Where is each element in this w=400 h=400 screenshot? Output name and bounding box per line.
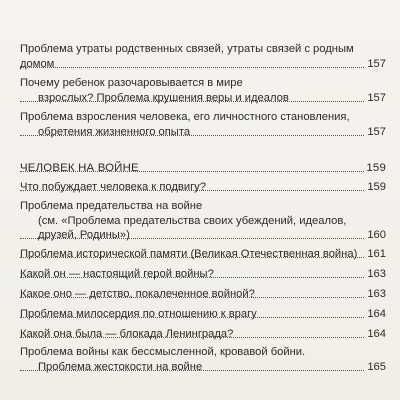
page-number: 157: [367, 57, 386, 70]
entry-line: (см. «Проблема предательства своих убеждений, идеалов,: [38, 214, 347, 227]
page-number: 165: [367, 360, 386, 373]
entry-label: Какое оно — детство, покалеченное войной?: [20, 288, 255, 300]
entry-last-line: [20, 267, 386, 282]
entry-line: Проблема утраты родственных связей, утраты связей с родным: [20, 43, 354, 55]
entry-label: друзей, Родины»): [38, 229, 130, 241]
toc-entry: [20, 42, 386, 72]
toc-entry: [20, 345, 386, 375]
toc-entry: [20, 180, 386, 195]
page-number: 157: [367, 91, 386, 104]
toc-entry: [20, 247, 386, 262]
page-number: 163: [367, 268, 386, 280]
section-title: ЧЕЛОВЕК НА ВОЙНЕ: [20, 162, 139, 174]
entry-label: домом: [20, 57, 55, 70]
entry-last-line: [20, 57, 386, 72]
entry-last-line: [20, 247, 386, 262]
entry-last-line: [20, 287, 386, 302]
entry-last-line: [20, 161, 386, 176]
page-number: 157: [367, 125, 386, 138]
page-number: 164: [367, 328, 386, 340]
section-heading: [20, 161, 386, 176]
entry-label: обретения жизненного опыта: [38, 125, 191, 138]
page-number: 160: [367, 229, 386, 241]
toc-entry: [20, 76, 386, 106]
entry-last-line: [20, 307, 386, 322]
entry-last-line: [20, 360, 386, 375]
dot-leader: [20, 67, 364, 68]
entry-label: Проблема исторической памяти (Великая Отечественная война): [20, 248, 358, 260]
page-number: 164: [367, 308, 386, 320]
entry-last-line: [20, 228, 386, 243]
entry-last-line: [20, 327, 386, 342]
entry-last-line: [20, 125, 386, 140]
page-number: 161: [367, 248, 386, 260]
entry-label: Какой она была — блокада Ленинграда?: [20, 328, 234, 340]
entry-line: Проблема предательства на войне: [20, 200, 203, 212]
toc-entry: [20, 110, 386, 140]
page-number: 159: [366, 162, 386, 174]
entry-label: Какой он — настоящий герой войны?: [20, 268, 214, 280]
page-number: 163: [367, 288, 386, 300]
toc-entry: [20, 327, 386, 342]
entry-label: Проблема жестокости на войне: [38, 360, 203, 373]
entry-line: Проблема взросления человека, его личностного становления,: [20, 111, 350, 123]
entry-line: Проблема войны как бессмысленной, кровавой бойни.: [20, 346, 306, 358]
toc-entry: [20, 307, 386, 322]
entry-label: Что побуждает человека к подвигу?: [20, 181, 206, 193]
entry-label: Проблема милосердия по отношению к врагу: [20, 308, 257, 320]
entry-line: Почему ребенок разочаровывается в мире: [20, 77, 243, 89]
entry-last-line: [20, 180, 386, 195]
page-number: 159: [367, 181, 386, 193]
toc-entry: [20, 267, 386, 282]
entry-last-line: [20, 91, 386, 106]
toc-entry: [20, 199, 386, 243]
entry-label: взрослых? Проблема крушения веры и идеалов: [38, 91, 289, 104]
toc-entry: [20, 287, 386, 302]
